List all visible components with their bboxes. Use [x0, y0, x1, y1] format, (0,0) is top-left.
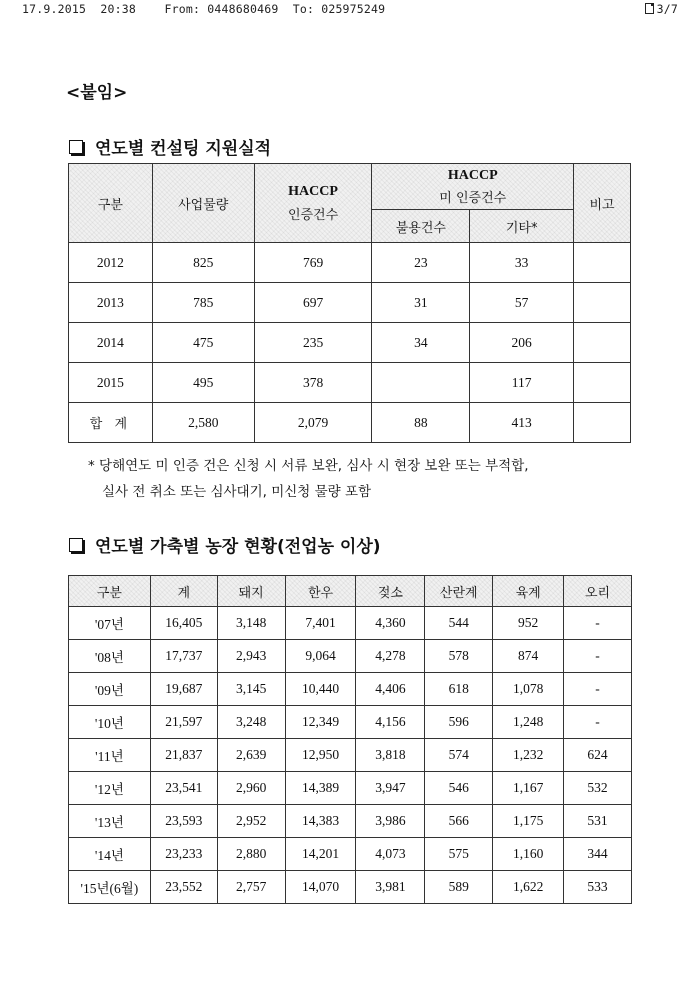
cell-year: '11년: [69, 739, 151, 772]
header-category: 구분: [69, 576, 151, 607]
cell-broiler: 1,160: [493, 838, 564, 871]
cell-volume: 785: [152, 283, 254, 323]
cell-year: 2014: [69, 323, 153, 363]
header-pig: 돼지: [217, 576, 285, 607]
cell-certified: 235: [254, 323, 372, 363]
cell-hanwoo: 9,064: [285, 640, 356, 673]
cell-layer: 566: [425, 805, 493, 838]
table-row: [69, 739, 632, 772]
cell-total: 23,541: [150, 772, 217, 805]
cell-broiler: 1,175: [493, 805, 564, 838]
cell-year: 2012: [69, 243, 153, 283]
cell-dairy: 4,156: [356, 706, 425, 739]
cell-broiler: 1,622: [493, 871, 564, 904]
table-header-row: [69, 576, 632, 607]
cell-total-label: 합 계: [69, 403, 153, 443]
cell-year: '08년: [69, 640, 151, 673]
table-row: [69, 323, 631, 363]
section-title-text: 연도별 가축별 농장 현황(전업농 이상): [95, 537, 381, 557]
cell-hanwoo: 14,389: [285, 772, 356, 805]
cell-pig: 3,145: [217, 673, 285, 706]
header-dairy: 젖소: [356, 576, 425, 607]
checkbox-bullet-icon: [69, 140, 83, 154]
cell-pig: 2,639: [217, 739, 285, 772]
cell-year: 2013: [69, 283, 153, 323]
cell-duck: 624: [564, 739, 632, 772]
cell-unsuitable: 34: [372, 323, 470, 363]
cell-dairy: 4,073: [356, 838, 425, 871]
cell-broiler: 874: [493, 640, 564, 673]
cell-unsuitable: [372, 363, 470, 403]
cell-unsuitable: 88: [372, 403, 470, 443]
header-duck: 오리: [564, 576, 632, 607]
table-row: [69, 640, 632, 673]
table-row: [69, 607, 632, 640]
cell-year: '13년: [69, 805, 151, 838]
cell-certified: 769: [254, 243, 372, 283]
cell-total: 19,687: [150, 673, 217, 706]
cell-layer: 544: [425, 607, 493, 640]
cell-remarks: [574, 243, 631, 283]
cell-broiler: 1,167: [493, 772, 564, 805]
cell-certified: 378: [254, 363, 372, 403]
page-icon: [645, 3, 654, 14]
cell-dairy: 4,278: [356, 640, 425, 673]
fax-page-indicator: [645, 2, 678, 16]
attachment-label: <붙임>: [66, 83, 128, 103]
cell-broiler: 1,248: [493, 706, 564, 739]
section-title-text: 연도별 컨설팅 지원실적: [95, 139, 272, 159]
footnote: [88, 453, 648, 505]
cell-dairy: 3,981: [356, 871, 425, 904]
cell-total: 21,837: [150, 739, 217, 772]
cell-broiler: 952: [493, 607, 564, 640]
cell-dairy: 4,360: [356, 607, 425, 640]
header-total: 계: [150, 576, 217, 607]
cell-remarks: [574, 363, 631, 403]
table-row: [69, 838, 632, 871]
table-total-row: [69, 403, 631, 443]
table-row: [69, 772, 632, 805]
cell-hanwoo: 14,070: [285, 871, 356, 904]
fax-page-number: 3/7: [656, 2, 678, 16]
cell-year: '07년: [69, 607, 151, 640]
cell-other: 57: [470, 283, 574, 323]
cell-duck: -: [564, 607, 632, 640]
cell-total: 23,593: [150, 805, 217, 838]
fax-transmission-info: 17.9.2015 20:38 From: 0448680469 To: 025975249: [22, 2, 386, 16]
cell-year: '14년: [69, 838, 151, 871]
header-hanwoo: 한우: [285, 576, 356, 607]
cell-hanwoo: 7,401: [285, 607, 356, 640]
cell-pig: 2,943: [217, 640, 285, 673]
cell-layer: 546: [425, 772, 493, 805]
cell-year: 2015: [69, 363, 153, 403]
cell-certified: 2,079: [254, 403, 372, 443]
header-category: 구분: [69, 164, 153, 243]
section-title-livestock: [66, 532, 381, 557]
cell-total: 23,552: [150, 871, 217, 904]
header-haccp-uncertified-line2: 미 인증건수: [439, 190, 507, 206]
cell-volume: 825: [152, 243, 254, 283]
header-layer: 산란계: [425, 576, 493, 607]
header-remarks: 비고: [574, 164, 631, 243]
header-broiler: 육계: [493, 576, 564, 607]
cell-pig: 3,248: [217, 706, 285, 739]
cell-dairy: 3,818: [356, 739, 425, 772]
cell-layer: 578: [425, 640, 493, 673]
cell-hanwoo: 10,440: [285, 673, 356, 706]
header-haccp-uncertified: [372, 164, 574, 210]
cell-layer: 574: [425, 739, 493, 772]
table-row: [69, 673, 632, 706]
cell-pig: 2,960: [217, 772, 285, 805]
cell-remarks: [574, 283, 631, 323]
cell-certified: 697: [254, 283, 372, 323]
header-haccp-certified-line1: HACCP: [288, 183, 338, 199]
cell-other: 413: [470, 403, 574, 443]
header-haccp-certified: [254, 164, 372, 243]
cell-duck: 344: [564, 838, 632, 871]
cell-total: 23,233: [150, 838, 217, 871]
cell-other: 33: [470, 243, 574, 283]
cell-other: 206: [470, 323, 574, 363]
cell-layer: 589: [425, 871, 493, 904]
cell-layer: 618: [425, 673, 493, 706]
cell-year: '09년: [69, 673, 151, 706]
header-unsuitable: 불용건수: [372, 210, 470, 243]
cell-volume: 2,580: [152, 403, 254, 443]
table-row: [69, 363, 631, 403]
cell-duck: -: [564, 640, 632, 673]
cell-layer: 575: [425, 838, 493, 871]
cell-pig: 2,757: [217, 871, 285, 904]
cell-duck: -: [564, 706, 632, 739]
checkbox-bullet-icon: [69, 538, 83, 552]
cell-hanwoo: 12,950: [285, 739, 356, 772]
cell-year: '12년: [69, 772, 151, 805]
cell-duck: 532: [564, 772, 632, 805]
table-row: [69, 871, 632, 904]
cell-duck: -: [564, 673, 632, 706]
cell-total: 16,405: [150, 607, 217, 640]
cell-broiler: 1,078: [493, 673, 564, 706]
table-row: [69, 706, 632, 739]
cell-duck: 531: [564, 805, 632, 838]
fax-header: [22, 2, 678, 18]
header-haccp-certified-line2: 인증건수: [287, 207, 339, 223]
cell-pig: 2,880: [217, 838, 285, 871]
cell-dairy: 3,947: [356, 772, 425, 805]
cell-year: '15년(6월): [69, 871, 151, 904]
cell-dairy: 4,406: [356, 673, 425, 706]
cell-total: 17,737: [150, 640, 217, 673]
cell-unsuitable: 23: [372, 243, 470, 283]
cell-total: 21,597: [150, 706, 217, 739]
cell-volume: 495: [152, 363, 254, 403]
header-volume: 사업물량: [152, 164, 254, 243]
header-haccp-uncertified-line1: HACCP: [447, 167, 498, 183]
livestock-farm-table: [68, 575, 632, 904]
cell-volume: 475: [152, 323, 254, 363]
cell-hanwoo: 12,349: [285, 706, 356, 739]
cell-remarks: [574, 323, 631, 363]
cell-hanwoo: 14,383: [285, 805, 356, 838]
cell-pig: 2,952: [217, 805, 285, 838]
section-title-consulting: [66, 134, 271, 159]
cell-broiler: 1,232: [493, 739, 564, 772]
cell-pig: 3,148: [217, 607, 285, 640]
cell-remarks: [574, 403, 631, 443]
table-row: [69, 283, 631, 323]
footnote-line2: 실사 전 취소 또는 심사대기, 미신청 물량 포함: [102, 484, 372, 500]
footnote-line1: * 당해연도 미 인증 건은 신청 시 서류 보완, 심사 시 현장 보완 또는 부적합,: [88, 458, 529, 474]
cell-unsuitable: 31: [372, 283, 470, 323]
header-other: 기타*: [470, 210, 574, 243]
cell-duck: 533: [564, 871, 632, 904]
table-row: [69, 805, 632, 838]
cell-dairy: 3,986: [356, 805, 425, 838]
table-row: [69, 243, 631, 283]
cell-layer: 596: [425, 706, 493, 739]
cell-year: '10년: [69, 706, 151, 739]
cell-hanwoo: 14,201: [285, 838, 356, 871]
consulting-results-table: [68, 163, 631, 443]
cell-other: 117: [470, 363, 574, 403]
